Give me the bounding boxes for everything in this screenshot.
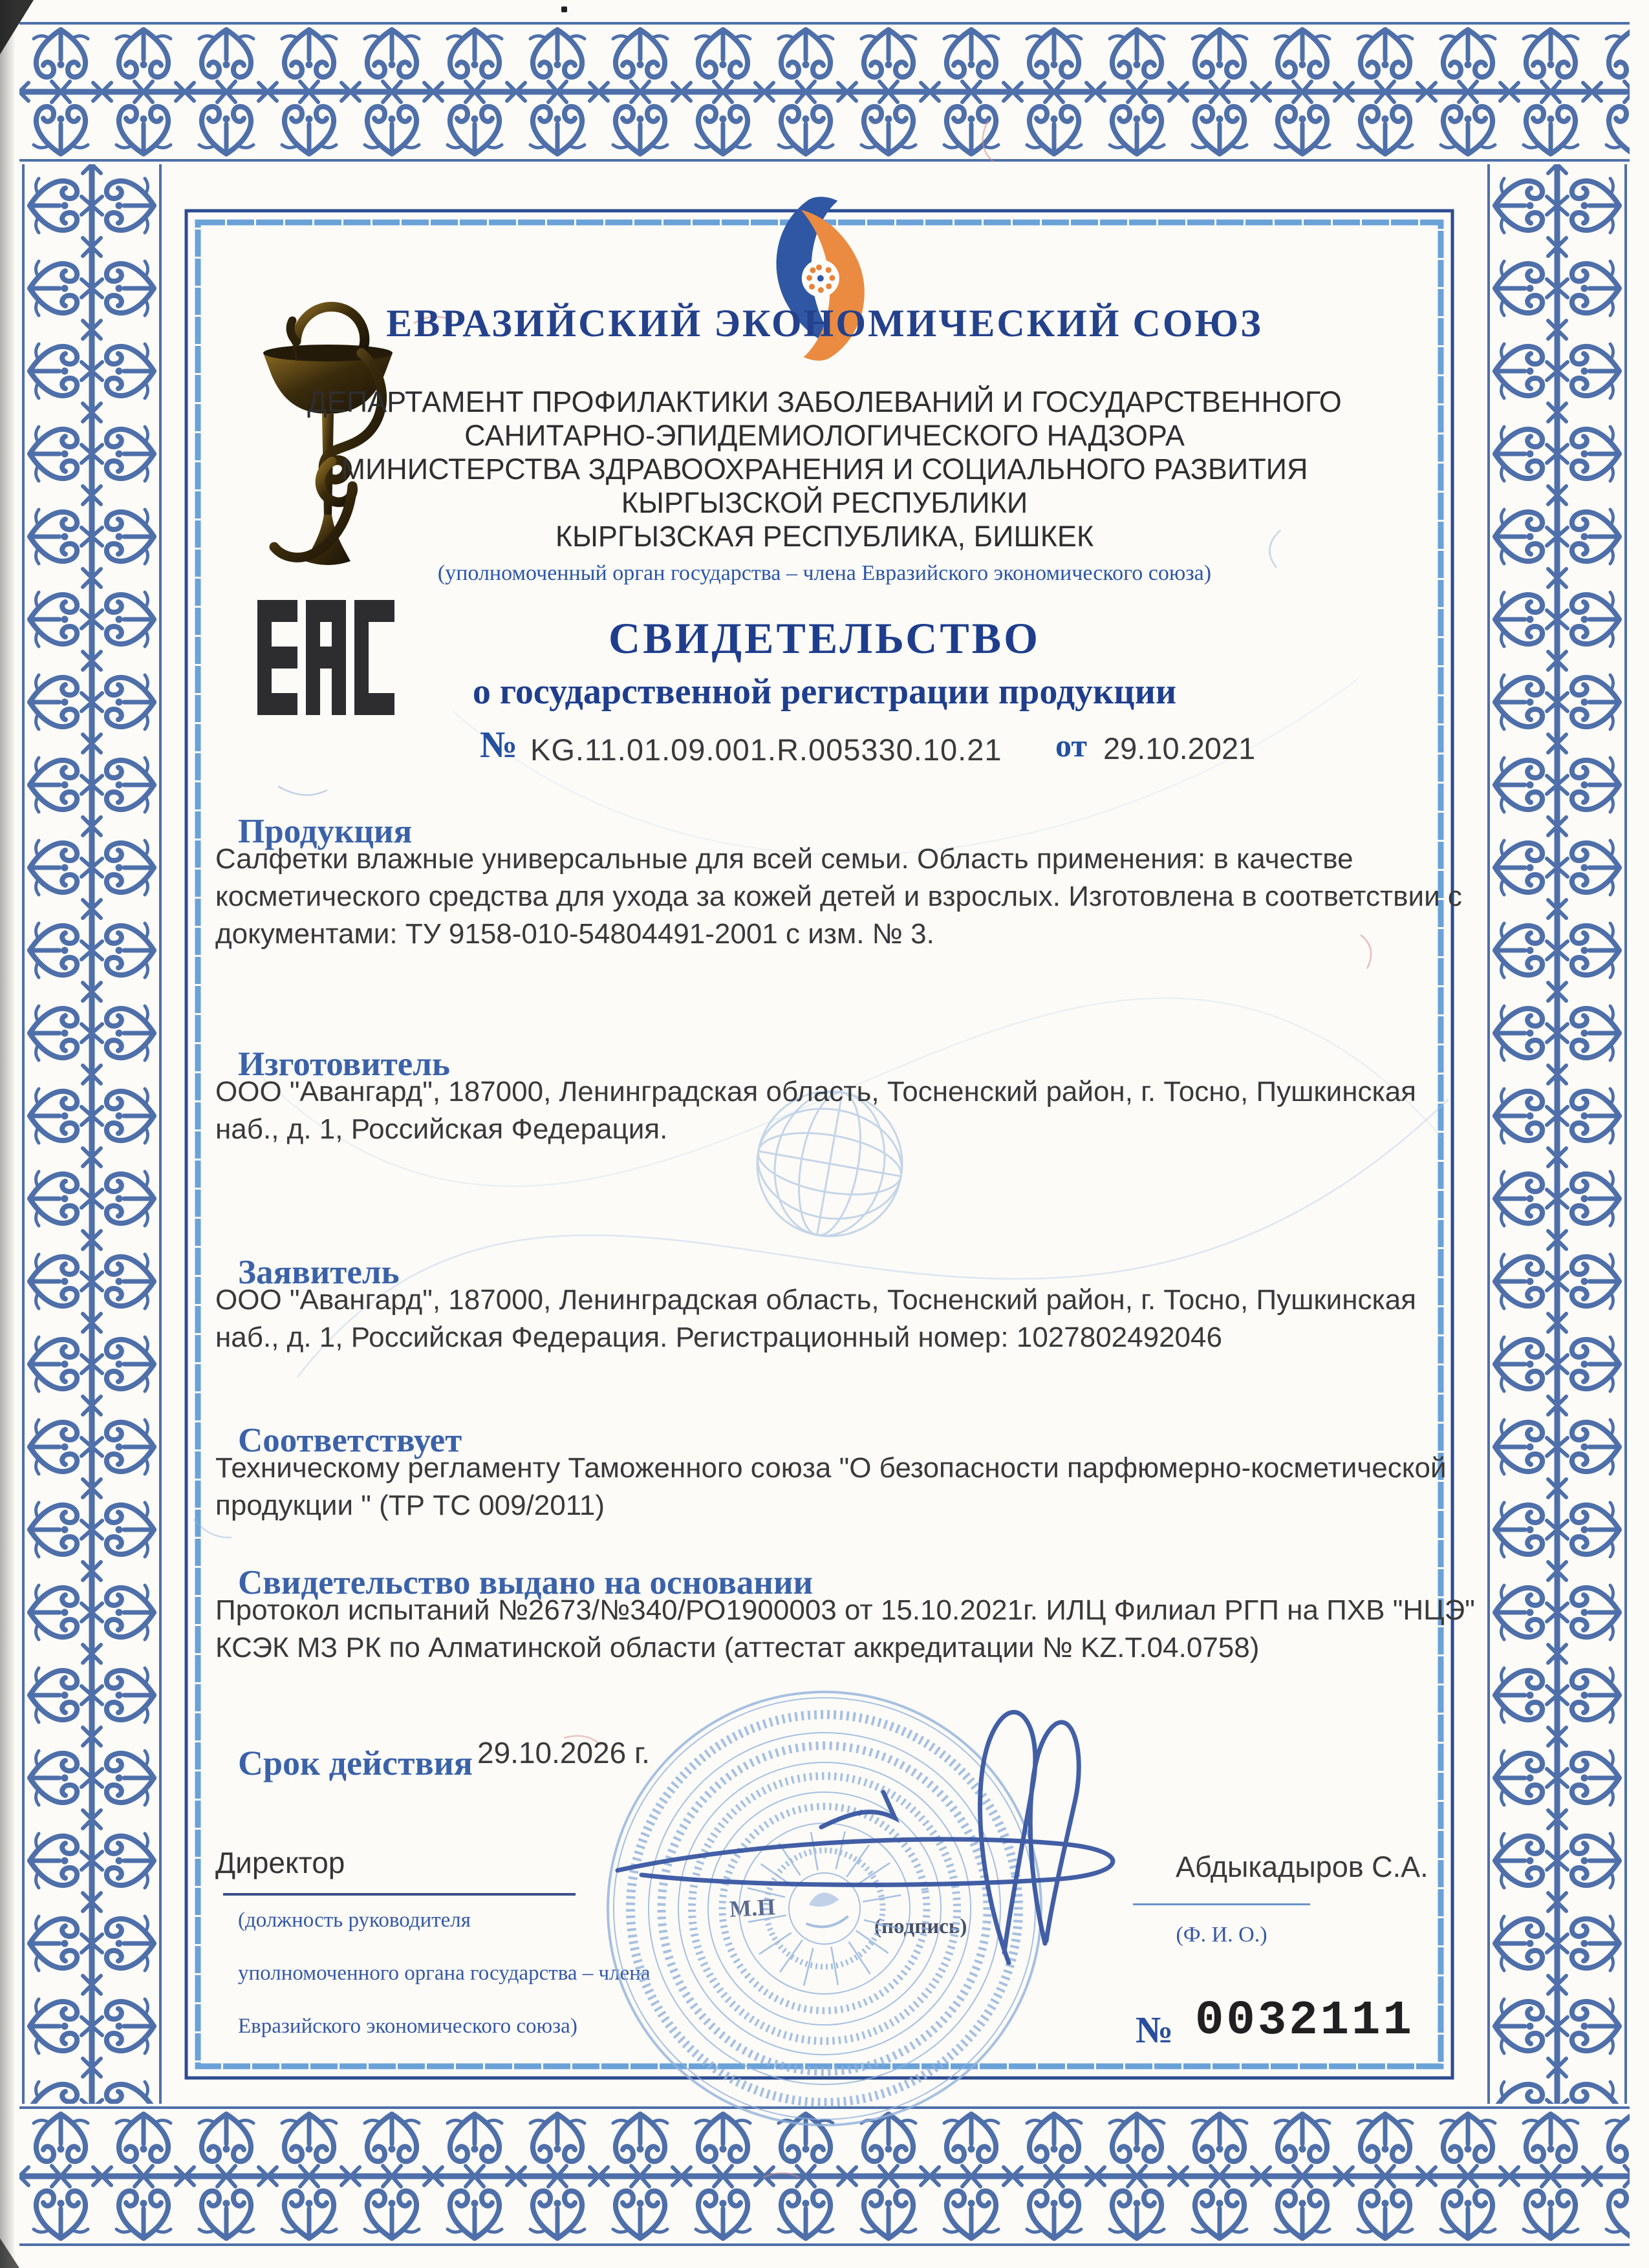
- signature-icon: [582, 1681, 1164, 1991]
- name-note: (Ф. И. О.): [1176, 1923, 1267, 1947]
- body-line: ООО "Авангард", 187000, Ленинградская область, Тосненский район, г. Тосно, Пушкинская: [215, 1284, 1417, 1316]
- section-label-product: Продукция: [238, 813, 413, 850]
- department-line: ДЕПАРТАМЕНТ ПРОФИЛАКТИКИ ЗАБОЛЕВАНИЙ И ГОСУДАРСТВЕННОГО: [307, 385, 1342, 418]
- body-line: Салфетки влажные универсальные для всей семьи. Область применения: в качестве: [215, 843, 1353, 875]
- section-label-manufacturer: Изготовитель: [238, 1045, 451, 1083]
- section-body-applicant: [215, 1281, 1483, 1356]
- certificate-date-label: от: [1055, 727, 1087, 764]
- department-line: САНИТАРНО-ЭПИДЕМИОЛОГИЧЕСКОГО НАДЗОРА: [464, 419, 1185, 452]
- certificate-number-label: №: [480, 723, 518, 765]
- section-label-applicant: Заявитель: [238, 1254, 400, 1291]
- signer-name: Абдыкадыров С.А.: [1176, 1850, 1428, 1883]
- section-label-conformity: Соответствует: [238, 1422, 462, 1459]
- signature-note: (подпись): [874, 1915, 967, 1938]
- body-line: ООО "Авангард", 187000, Ленинградская область, Тосненский район, г. Тосно, Пушкинская: [215, 1076, 1417, 1107]
- certificate-number-value: KG.11.01.09.001.R.005330.10.21: [530, 733, 1002, 767]
- scan-edge-shadow: [0, 0, 16, 2268]
- body-line: наб., д. 1, Российская Федерация. Регистрационный номер: 1027802492046: [215, 1321, 1222, 1353]
- position-note-line: (должность руководителя: [238, 1909, 471, 1932]
- scan-corner-artifact: [0, 0, 34, 54]
- serial-number-label: №: [1136, 2009, 1174, 2051]
- stamp-place-mark: М.П: [729, 1894, 776, 1922]
- scan-corner-artifact: [0, 2238, 19, 2268]
- doc-subtitle: о государственной регистрации продукции: [472, 672, 1177, 712]
- body-line: наб., д. 1, Российская Федерация.: [215, 1113, 668, 1145]
- body-line: продукции " (ТР ТС 009/2011): [215, 1490, 605, 1521]
- serial-number-value: 0032111: [1195, 1994, 1414, 2048]
- body-line: КСЭК МЗ РК по Алматинской области (аттестат аккредитации № KZ.Т.04.0758): [215, 1632, 1260, 1664]
- union-title: ЕВРАЗИЙСКИЙ ЭКОНОМИЧЕСКИЙ СОЮЗ: [386, 302, 1263, 345]
- section-body-product: [215, 840, 1483, 953]
- department-block: [0, 385, 1649, 553]
- validity-value: 29.10.2026 г.: [477, 1736, 650, 1770]
- position-label: Директор: [215, 1846, 345, 1879]
- scan-speck: [561, 6, 567, 12]
- body-line: документами: ТУ 9158-010-54804491-2001 с изм. № 3.: [215, 918, 934, 950]
- section-body-manufacturer: [215, 1073, 1483, 1148]
- validity-label: Срок действия: [238, 1744, 473, 1782]
- position-signature-line: [223, 1893, 576, 1896]
- authority-note: (уполномоченный орган государства – члена Евразийского экономического союза): [437, 561, 1212, 585]
- department-line: КЫРГЫЗСКОЙ РЕСПУБЛИКИ: [621, 486, 1028, 519]
- body-line: Протокол испытаний №2673/№340/РО1900003 от 15.10.2021г. ИЛЦ Филиал РГП на ПХВ "НЦЭ": [215, 1594, 1475, 1626]
- position-note-line: Евразийского экономического союза): [238, 2015, 577, 2038]
- certificate-date-value: 29.10.2021: [1103, 731, 1256, 765]
- doc-title: СВИДЕТЕЛЬСТВО: [609, 614, 1040, 663]
- department-line: МИНИСТЕРСТВА ЗДРАВООХРАНЕНИЯ И СОЦИАЛЬНОГО РАЗВИТИЯ: [341, 453, 1308, 486]
- department-line: КЫРГЫЗСКАЯ РЕСПУБЛИКА, БИШКЕК: [555, 520, 1094, 553]
- section-body-conformity: [215, 1450, 1483, 1524]
- section-label-basis: Свидетельство выдано на основании: [238, 1564, 814, 1601]
- position-note-line: уполномоченного органа государства – члена: [238, 1962, 651, 1985]
- body-line: Техническому регламенту Таможенного союза "О безопасности парфюмерно-косметической: [215, 1452, 1447, 1484]
- section-body-basis: [215, 1592, 1483, 1667]
- body-line: косметического средства для ухода за кожей детей и взрослых. Изготовлена в соответствии с: [215, 881, 1462, 912]
